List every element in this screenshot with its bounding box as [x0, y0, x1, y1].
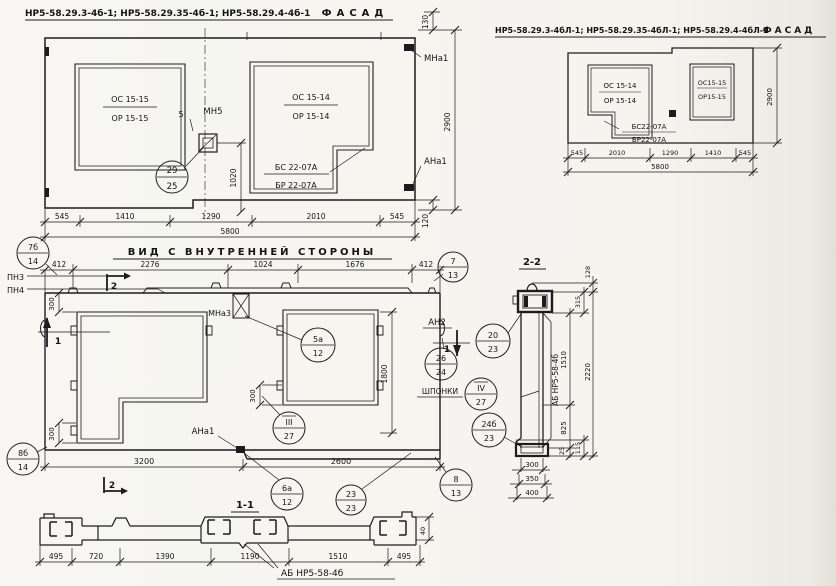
callout-sheet: 24: [435, 368, 447, 377]
callout-sheet: 14: [17, 463, 29, 472]
dim-label: 1510: [560, 351, 568, 369]
dim-label: 128: [584, 265, 592, 279]
dim-label: 120: [421, 213, 430, 229]
callout-number: 29: [166, 166, 178, 176]
mark-mna1-label: МНа1: [424, 54, 449, 64]
sill-block-label: БС 22-07А: [274, 163, 318, 172]
dim-label: 1676: [345, 260, 365, 269]
dim-label: 1190: [240, 552, 260, 561]
callout-sheet: 23: [345, 504, 357, 513]
callout-number: 23: [345, 490, 357, 499]
dim-label: 1410: [704, 149, 722, 157]
callout-number: 8: [453, 475, 459, 484]
dim-label: 315: [574, 295, 582, 309]
callout-number: 6а: [282, 484, 292, 493]
window-block-label: ОР15-15: [698, 93, 726, 101]
window-block-label: ОР 15-15: [111, 114, 149, 123]
callout-sheet: 23: [483, 434, 495, 443]
callout-sheet: 23: [487, 345, 499, 354]
dim-label: 2010: [306, 212, 326, 221]
detail-callouts: [7, 237, 497, 515]
mark-mn5-label: МН5: [203, 107, 223, 117]
window-block-label: ОР 15-14: [292, 112, 330, 121]
dim-label: 2900: [766, 88, 774, 106]
callout-number: 8б: [17, 449, 29, 458]
sill-block-label: БР22-07А: [631, 136, 667, 144]
embed-mna3-brace: [233, 294, 249, 318]
dim-label: 545: [570, 149, 584, 157]
callout-number: III: [285, 418, 293, 427]
mark-pn3-label: ПН3: [7, 273, 25, 282]
callout-sheet: 12: [312, 349, 324, 358]
dim-label: 1290: [201, 212, 221, 221]
window-block-label: ОС 15-14: [603, 82, 637, 90]
dim-label: 300: [525, 461, 539, 469]
dim-label: 495: [48, 552, 64, 561]
bottom-embed-inner: [521, 447, 543, 453]
dim-label: 412: [51, 260, 67, 269]
dim-label: 25: [558, 446, 566, 456]
section-cut-marks: [43, 273, 461, 495]
dim-label: 300: [48, 427, 56, 441]
dim-label: 130: [421, 14, 430, 30]
embed-mark: [669, 110, 676, 117]
mark-ana1-label: АНа1: [424, 157, 447, 167]
embed-mark: [404, 184, 414, 191]
section-arrows: [43, 273, 461, 495]
mark-an2-label: АН2: [428, 318, 446, 328]
mark-ana1-label: АНа1: [191, 427, 215, 437]
dim-label: 5800: [651, 163, 669, 171]
section-2-2-drawing: [472, 257, 598, 502]
dim-label: 1390: [155, 552, 175, 561]
panel-mark-label: АБ НР5-58-4б: [281, 569, 344, 579]
facade-right-drawing: [495, 25, 826, 176]
sill-block-label: БР 22-07А: [275, 181, 317, 190]
top-rail-profile: [68, 283, 436, 293]
dim-label: 350: [525, 475, 539, 483]
dim-label: 40: [419, 526, 427, 536]
section-label: 2: [108, 481, 116, 491]
dimension-lines: [40, 12, 462, 241]
window-block-label: ОС 15-14: [292, 93, 330, 102]
dim-label: 495: [396, 552, 412, 561]
dim-label: 300: [48, 297, 56, 311]
frame-clips: [71, 326, 383, 435]
section-2-2-title: 2-2: [522, 257, 542, 268]
body-inner-lines: [521, 312, 539, 448]
callout-sheet: 14: [27, 257, 39, 266]
dim-label: 2010: [608, 149, 626, 157]
dim-label: 5800: [220, 227, 240, 236]
callout-number: 5а: [313, 335, 323, 344]
callout-number: 26: [435, 354, 447, 363]
callout-number: 20: [487, 331, 499, 340]
embed-mark: [236, 446, 245, 453]
dim-label: 720: [88, 552, 104, 561]
facade-left-title: НР5-58.29.3-4б-1; НР5-58.29.35-4б-1; НР5-58.29.4-4б-1: [25, 9, 311, 19]
section-1-1-title: 1-1: [235, 500, 255, 511]
dim-label: 545: [54, 212, 70, 221]
dim-label: 545: [389, 212, 405, 221]
embed-bar: [524, 296, 528, 307]
section-label: 2: [110, 282, 118, 292]
dim-label: 2220: [584, 363, 592, 381]
window-block-label: ОР 15-14: [603, 97, 637, 105]
facade-right-view-label: ФАСАД: [762, 26, 816, 36]
window-block-label: ОС15-15: [697, 79, 727, 87]
window-openings: [75, 62, 373, 193]
facade-left-view-label: ФАСАД: [321, 8, 389, 19]
embed-mark: [45, 188, 49, 197]
dim-label: 1510: [328, 552, 348, 561]
dim-label: 400: [525, 489, 539, 497]
dim-label: 825: [560, 421, 568, 435]
inner-view-drawing: [7, 237, 521, 515]
callout-number: 7б: [27, 243, 39, 252]
panel-mark-label: АБ НР5-58-4б: [551, 354, 560, 406]
dim-label: 2900: [443, 112, 452, 132]
dim-label: 115: [574, 441, 582, 455]
section-label: 1: [443, 345, 451, 355]
shponki-label: ШПОНКИ: [421, 387, 459, 396]
callout-sheet: 13: [447, 271, 459, 280]
embed-bar: [542, 296, 546, 307]
section-profile: [40, 512, 416, 548]
callout-sheet: 27: [475, 398, 487, 407]
channel-embeds: [50, 520, 406, 536]
embed-mark: [45, 47, 49, 56]
inner-view-title: ВИД С ВНУТРЕННЕЙ СТОРОНЫ: [127, 247, 377, 258]
facade-left-drawing: [25, 8, 462, 241]
window-block-label: ОС 15-15: [111, 95, 149, 104]
dim-label: 1800: [380, 364, 389, 384]
callout-number: 7: [450, 257, 456, 266]
section-cut-lines: [47, 274, 457, 493]
callout-number: IV: [477, 384, 485, 393]
dim-label: 3200: [133, 457, 155, 466]
callout-sheet: 13: [450, 489, 462, 498]
dim-label: 1020: [229, 168, 238, 188]
callout-sheet: 25: [166, 182, 178, 192]
dim-label: 1024: [253, 260, 273, 269]
dim-label: 2276: [140, 260, 160, 269]
mark-5-label: 5: [178, 110, 184, 119]
callout-sheet: 27: [283, 432, 295, 441]
callout-sheet: 12: [281, 498, 293, 507]
sill-block-label: БС22-07А: [631, 123, 667, 131]
section-label: 1: [54, 337, 62, 347]
dim-label: 2600: [330, 457, 352, 466]
edge-lug: [41, 320, 445, 337]
embed-mark: [404, 44, 414, 51]
dim-label: 545: [738, 149, 752, 157]
edge-ticks: [247, 32, 381, 40]
window-openings: [77, 310, 378, 443]
dim-label: 300: [249, 389, 257, 403]
dim-label: 1410: [115, 212, 135, 221]
callout-number: 24б: [481, 420, 497, 429]
mark-pn4-label: ПН4: [7, 286, 25, 295]
dim-label: 1290: [661, 149, 679, 157]
section-1-1-drawing: [35, 500, 434, 579]
mark-mna3-label: МНа3: [208, 309, 231, 318]
dim-label: 412: [418, 260, 434, 269]
facade-right-title: НР5-58.29.3-4бЛ-1; НР5-58.29.35-4бЛ-1; НР5-58.29.4-4бЛ-1: [495, 26, 769, 35]
dimension-and-leader-lines: [27, 264, 521, 489]
label-bracket: [543, 313, 551, 447]
